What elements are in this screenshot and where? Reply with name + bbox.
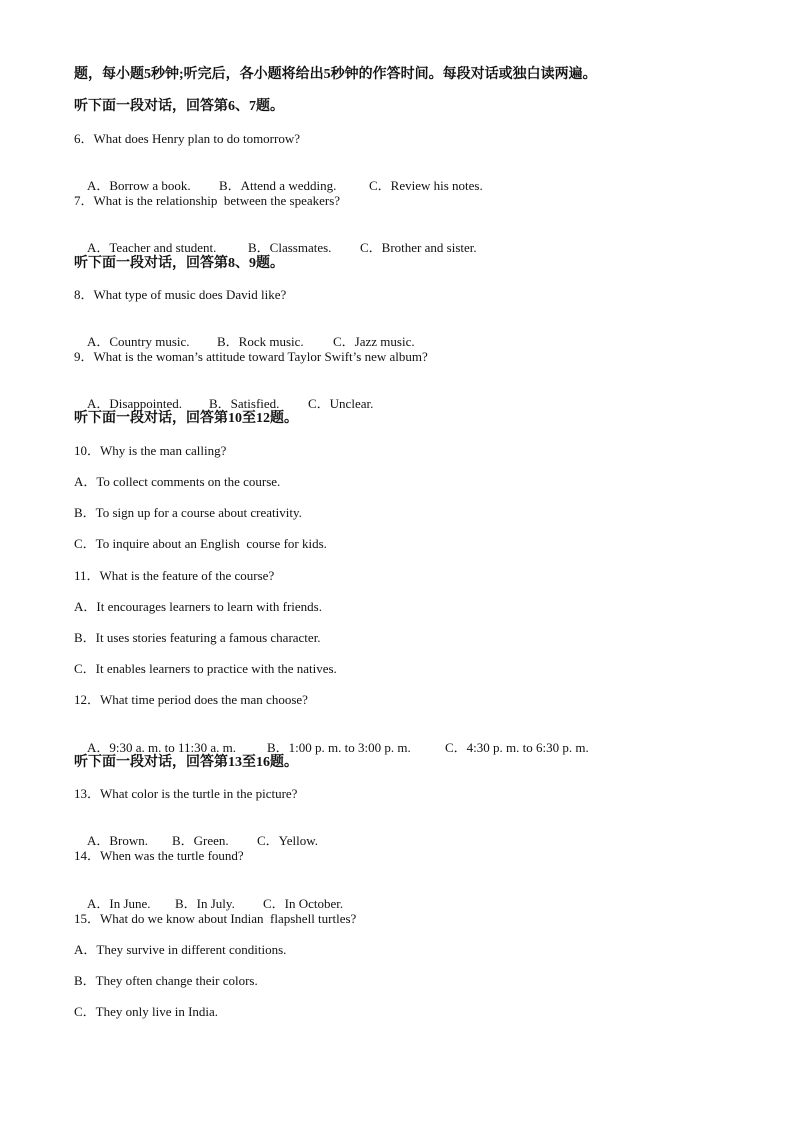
option-b: B．In July. (175, 896, 235, 911)
option-c: C．To inquire about an English course for kids. (74, 536, 327, 551)
option-a: A．It encourages learners to learn with friends. (74, 599, 322, 614)
option-a: A．Disappointed. (87, 396, 182, 411)
option-c: C．Unclear. (308, 396, 374, 411)
section-heading: 听下面一段对话，回答第6、7题。 (74, 99, 284, 114)
question-text: 9．What is the woman’s attitude toward Taylor Swift’s new album? (74, 349, 428, 364)
option-b: B．To sign up for a course about creativity. (74, 505, 302, 520)
option-a: A．To collect comments on the course. (74, 474, 281, 489)
option-c: C．4:30 p. m. to 6:30 p. m. (445, 740, 589, 755)
question-text: 13．What color is the turtle in the picture? (74, 786, 298, 801)
question-text: 6．What does Henry plan to do tomorrow? (74, 131, 301, 146)
section-heading: 听下面一段对话，回答第13至16题。 (74, 755, 298, 770)
question-text: 12．What time period does the man choose? (74, 692, 308, 707)
question-text: 10．Why is the man calling? (74, 443, 227, 458)
option-c: C．They only live in India. (74, 1004, 219, 1019)
question-text: 15．What do we know about Indian flapshell turtles? (74, 911, 357, 926)
option-b: B．It uses stories featuring a famous character. (74, 630, 321, 645)
option-b: B．Rock music. (217, 334, 304, 349)
option-b: B．They often change their colors. (74, 973, 258, 988)
intro-text: 题，每小题5秒钟;听完后，各小题将给出5秒钟的作答时间。每段对话或独白读两遍。 (74, 67, 597, 82)
question-text: 11．What is the feature of the course? (74, 568, 275, 583)
option-a: A．Teacher and student. (87, 240, 217, 255)
option-a: A．In June. (87, 896, 151, 911)
option-b: B．Classmates. (248, 240, 332, 255)
option-a: A．Borrow a book. (87, 178, 191, 193)
question-text: 14．When was the turtle found? (74, 848, 244, 863)
option-b: B．Green. (172, 833, 229, 848)
option-c: C．Brother and sister. (360, 240, 477, 255)
section-heading: 听下面一段对话，回答第10至12题。 (74, 411, 298, 426)
question-text: 7．What is the relationship between the speakers? (74, 193, 341, 208)
option-a: A．Country music. (87, 334, 190, 349)
option-c: C．In October. (263, 896, 344, 911)
option-c: C．It enables learners to practice with the natives. (74, 661, 337, 676)
option-a: A．Brown. (87, 833, 149, 848)
option-a: A．9:30 a. m. to 11:30 a. m. (87, 740, 237, 755)
question-text: 8．What type of music does David like? (74, 287, 287, 302)
option-b: B．1:00 p. m. to 3:00 p. m. (267, 740, 411, 755)
option-c: C．Yellow. (257, 833, 319, 848)
section-heading: 听下面一段对话，回答第8、9题。 (74, 256, 284, 271)
option-b: B．Satisfied. (209, 396, 280, 411)
option-a: A．They survive in different conditions. (74, 942, 287, 957)
option-b: B．Attend a wedding. (219, 178, 337, 193)
option-c: C．Review his notes. (369, 178, 483, 193)
option-c: C．Jazz music. (333, 334, 415, 349)
